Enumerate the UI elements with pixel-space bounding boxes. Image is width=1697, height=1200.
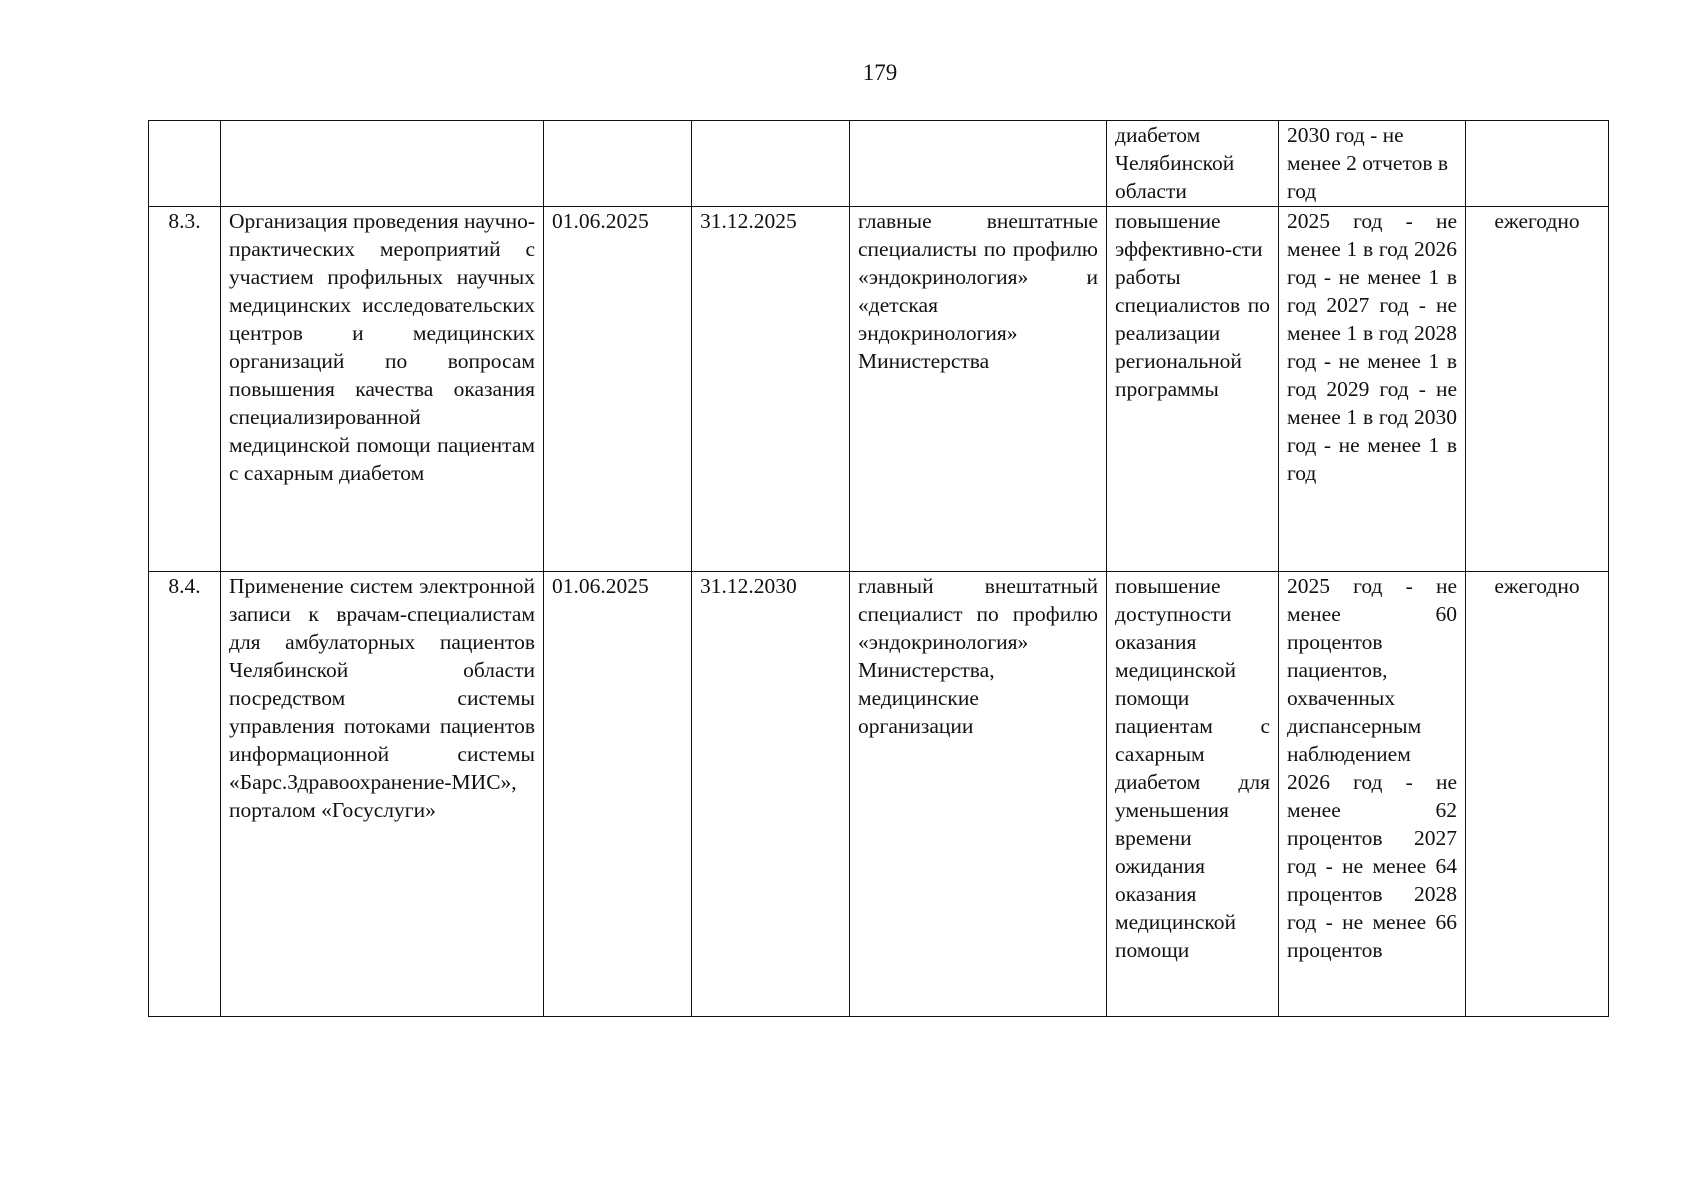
page-number: 179: [862, 60, 898, 85]
row-number-cell: 8.3.: [149, 207, 221, 572]
table-row: [149, 207, 1609, 572]
event-cell: Применение систем электронной записи к врачам-специалистам для амбулаторных пациентов Челябинской области посредством системы управления потоками пациентов информационной системы «Барс.Здравоохранение-МИС», порталом «Госуслуги»: [221, 572, 544, 1017]
end-date-cell: 31.12.2025: [692, 207, 850, 572]
frequency-cell: [1466, 121, 1609, 207]
frequency-cell: ежегодно: [1466, 572, 1609, 1017]
start-date-cell: [544, 121, 692, 207]
end-date-cell: 31.12.2030: [692, 572, 850, 1017]
result-cell: повышение эффективно-сти работы специалистов по реализации региональной программы: [1107, 207, 1279, 572]
end-date-cell: [692, 121, 850, 207]
row-number-cell: [149, 121, 221, 207]
indicator-cell: 2025 год - не менее 60 процентов пациентов, охваченных диспансерным наблюдением 2026 год - не менее 62 процентов 2027 год - не менее 64 процентов 2028 год - не менее 66 процентов: [1279, 572, 1466, 1017]
table-row-continuation: [149, 121, 1609, 207]
start-date-cell: 01.06.2025: [544, 572, 692, 1017]
table-row: [149, 572, 1609, 1017]
responsible-cell: главные внештатные специалисты по профилю «эндокринология» и «детская эндокринология» Министерства: [850, 207, 1107, 572]
result-cell: повышение доступности оказания медицинской помощи пациентам с сахарным диабетом для уменьшения времени ожидания оказания медицинской помощи: [1107, 572, 1279, 1017]
result-cell: диабетом Челябинской области: [1107, 121, 1279, 207]
indicator-cell: 2025 год - не менее 1 в год 2026 год - не менее 1 в год 2027 год - не менее 1 в год 2028 год - не менее 1 в год 2029 год - не менее 1 в год 2030 год - не менее 1 в год: [1279, 207, 1466, 572]
frequency-cell: ежегодно: [1466, 207, 1609, 572]
responsible-cell: главный внештатный специалист по профилю «эндокринология» Министерства, медицинские организации: [850, 572, 1107, 1017]
activity-table: [148, 120, 1609, 1017]
row-number-cell: 8.4.: [149, 572, 221, 1017]
start-date-cell: 01.06.2025: [544, 207, 692, 572]
responsible-cell: [850, 121, 1107, 207]
event-cell: [221, 121, 544, 207]
event-cell: Организация проведения научно-практических мероприятий с участием профильных научных медицинских исследовательских центров и медицинских организаций по вопросам повышения качества оказания специализированной медицинской помощи пациентам с сахарным диабетом: [221, 207, 544, 572]
indicator-cell: 2030 год - не менее 2 отчетов в год: [1279, 121, 1466, 207]
